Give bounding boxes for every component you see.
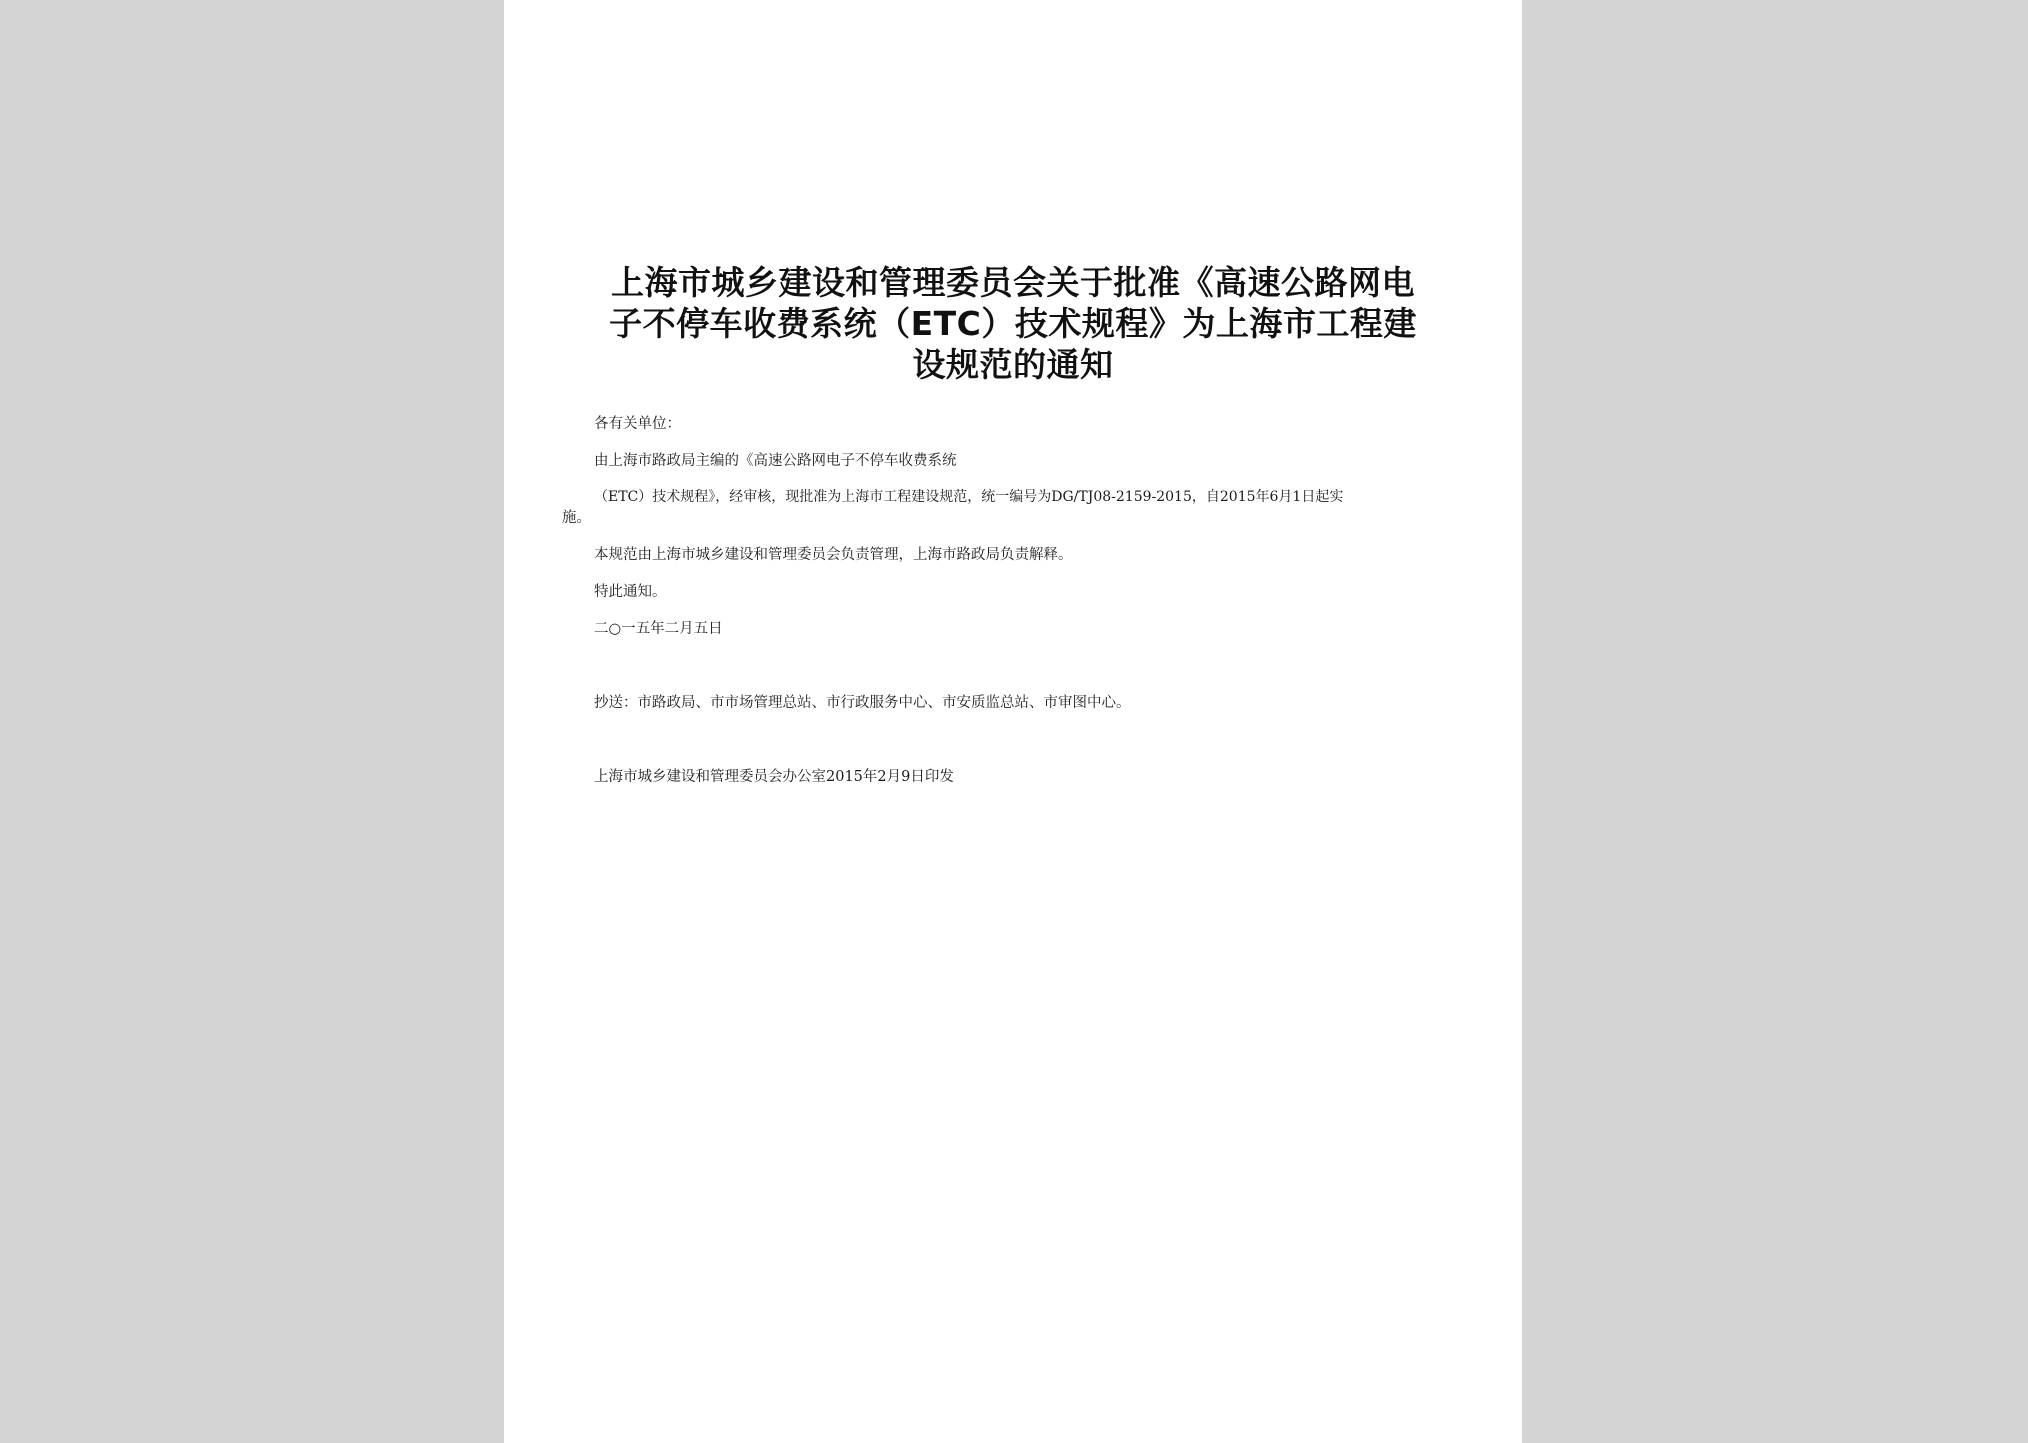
title-line-2: 子不停车收费系统（ETC）技术规程》为上海市工程建 (609, 304, 1417, 343)
closing-line: 特此通知。 (594, 584, 667, 600)
paragraph-2-line-2: 施。 (562, 510, 591, 526)
document-title (559, 262, 1467, 385)
document-page (504, 0, 1522, 1443)
paragraph-2-line-1: （ETC）技术规程》，经审核，现批准为上海市工程建设规范，统一编号为DG/TJ08-2159-2015，自2015年6月1日起实 (594, 489, 1344, 505)
document-date: 二○一五年二月五日 (594, 621, 723, 637)
paragraph-1: 由上海市路政局主编的《高速公路网电子不停车收费系统 (594, 453, 957, 469)
paragraph-3: 本规范由上海市城乡建设和管理委员会负责管理，上海市路政局负责解释。 (594, 547, 1073, 563)
salutation: 各有关单位： (594, 416, 681, 432)
cc-list: 抄送：市路政局、市市场管理总站、市行政服务中心、市安质监总站、市审图中心。 (594, 695, 1131, 711)
issuer-line: 上海市城乡建设和管理委员会办公室2015年2月9日印发 (594, 769, 954, 785)
title-line-1: 上海市城乡建设和管理委员会关于批准《高速公路网电 (611, 263, 1415, 302)
title-line-3: 设规范的通知 (912, 345, 1114, 384)
